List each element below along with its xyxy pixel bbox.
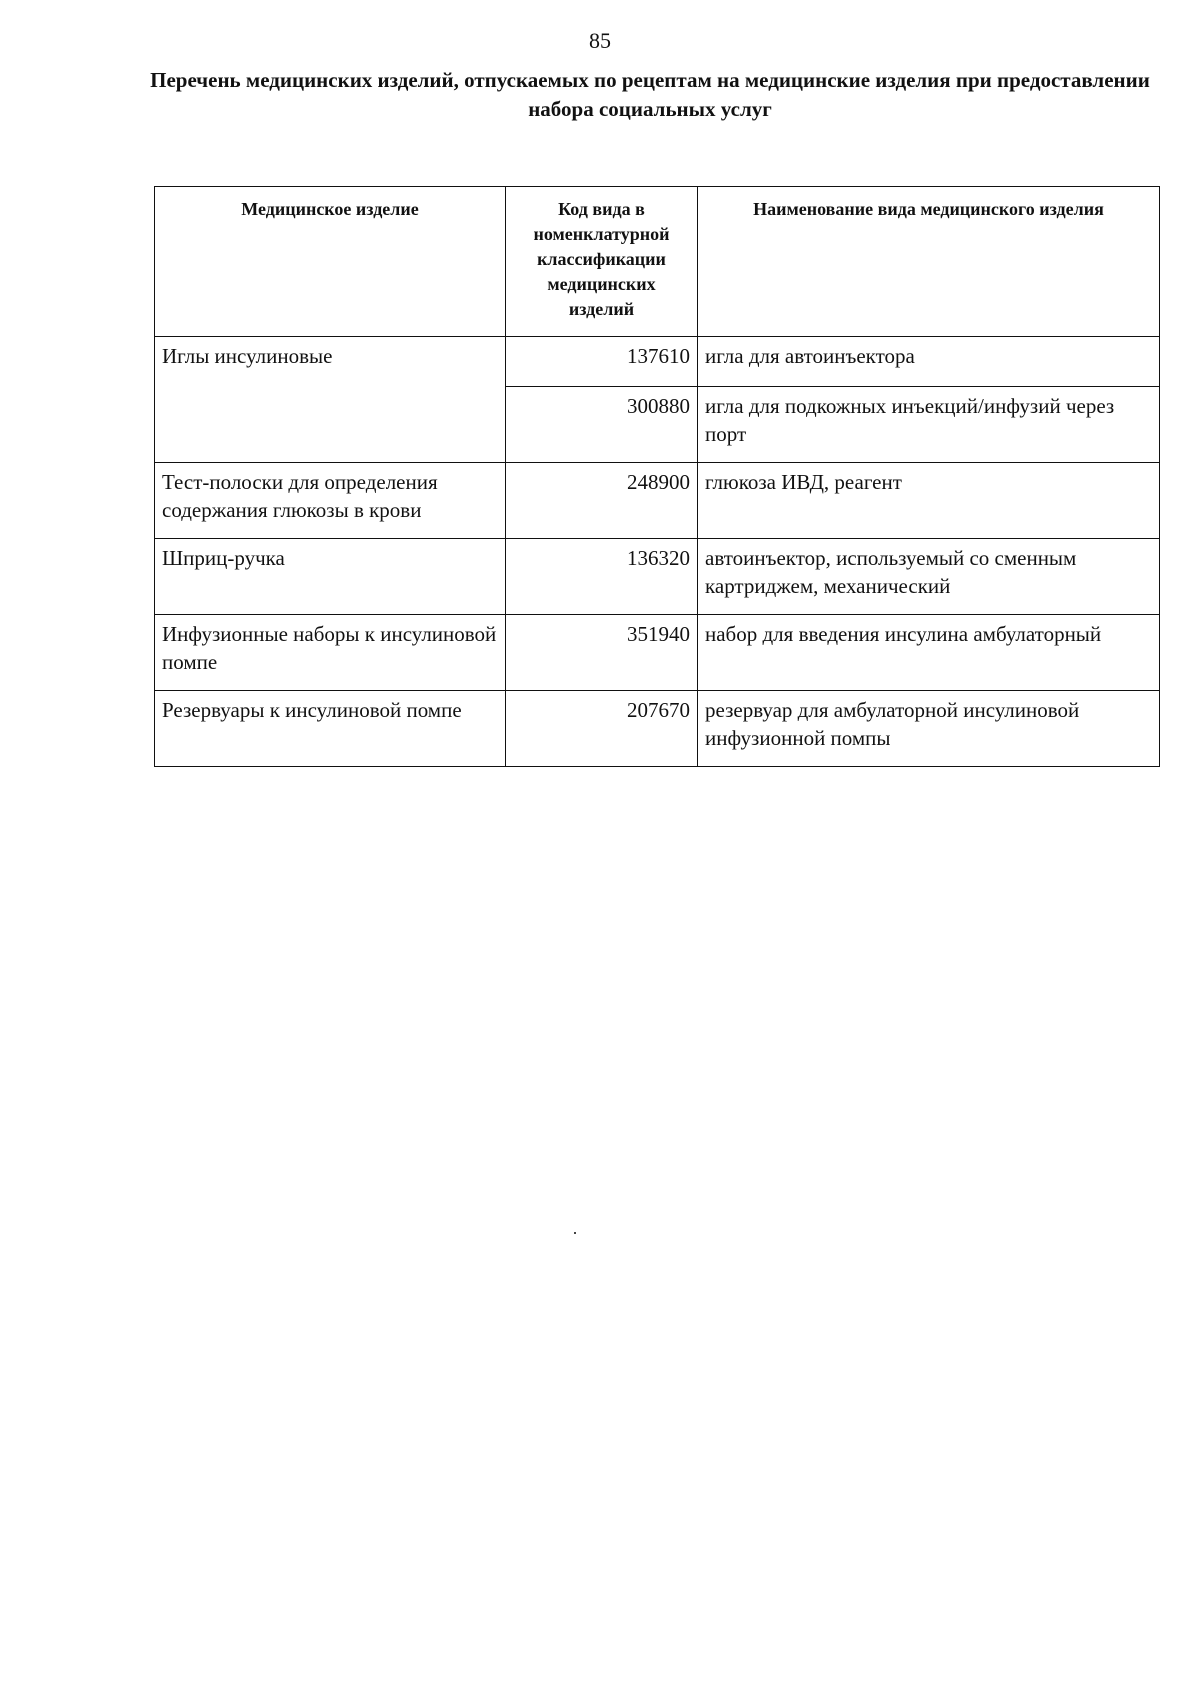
table-row <box>155 615 1160 691</box>
type-name-cell: игла для подкожных инъекций/инфузий через порт <box>698 387 1160 463</box>
code-cell: 248900 <box>506 463 698 539</box>
code-cell: 136320 <box>506 539 698 615</box>
device-cell: Тест-полоски для определения содержания глюкозы в крови <box>155 463 506 539</box>
code-cell: 351940 <box>506 615 698 691</box>
table-row <box>155 337 1160 387</box>
type-name-cell: набор для введения инсулина амбулаторный <box>698 615 1160 691</box>
type-name-cell: глюкоза ИВД, реагент <box>698 463 1160 539</box>
table-row <box>155 539 1160 615</box>
page-number: 85 <box>589 28 611 53</box>
table-header-row <box>155 187 1160 337</box>
scan-speck <box>574 1232 576 1234</box>
header-device: Медицинское изделие <box>155 187 506 337</box>
device-cell: Шприц-ручка <box>155 539 506 615</box>
device-cell: Инфузионные наборы к инсулиновой помпе <box>155 615 506 691</box>
type-name-cell: резервуар для амбулаторной инсулиновой инфузионной помпы <box>698 691 1160 767</box>
document-title: Перечень медицинских изделий, отпускаемых по рецептам на медицинские изделия при предоставлении набора социальных услуг <box>150 68 1150 121</box>
table-row <box>155 691 1160 767</box>
header-code: Код вида в номенклатурной классификации медицинских изделий <box>506 187 698 337</box>
code-cell: 207670 <box>506 691 698 767</box>
code-cell: 137610 <box>506 337 698 387</box>
type-name-cell: автоинъектор, используемый со сменным картриджем, механический <box>698 539 1160 615</box>
device-cell: Резервуары к инсулиновой помпе <box>155 691 506 767</box>
medical-devices-table <box>154 186 1160 767</box>
table-row <box>155 463 1160 539</box>
type-name-cell: игла для автоинъектора <box>698 337 1160 387</box>
header-type-name: Наименование вида медицинского изделия <box>698 187 1160 337</box>
device-cell: Иглы инсулиновые <box>155 337 506 463</box>
code-cell: 300880 <box>506 387 698 463</box>
